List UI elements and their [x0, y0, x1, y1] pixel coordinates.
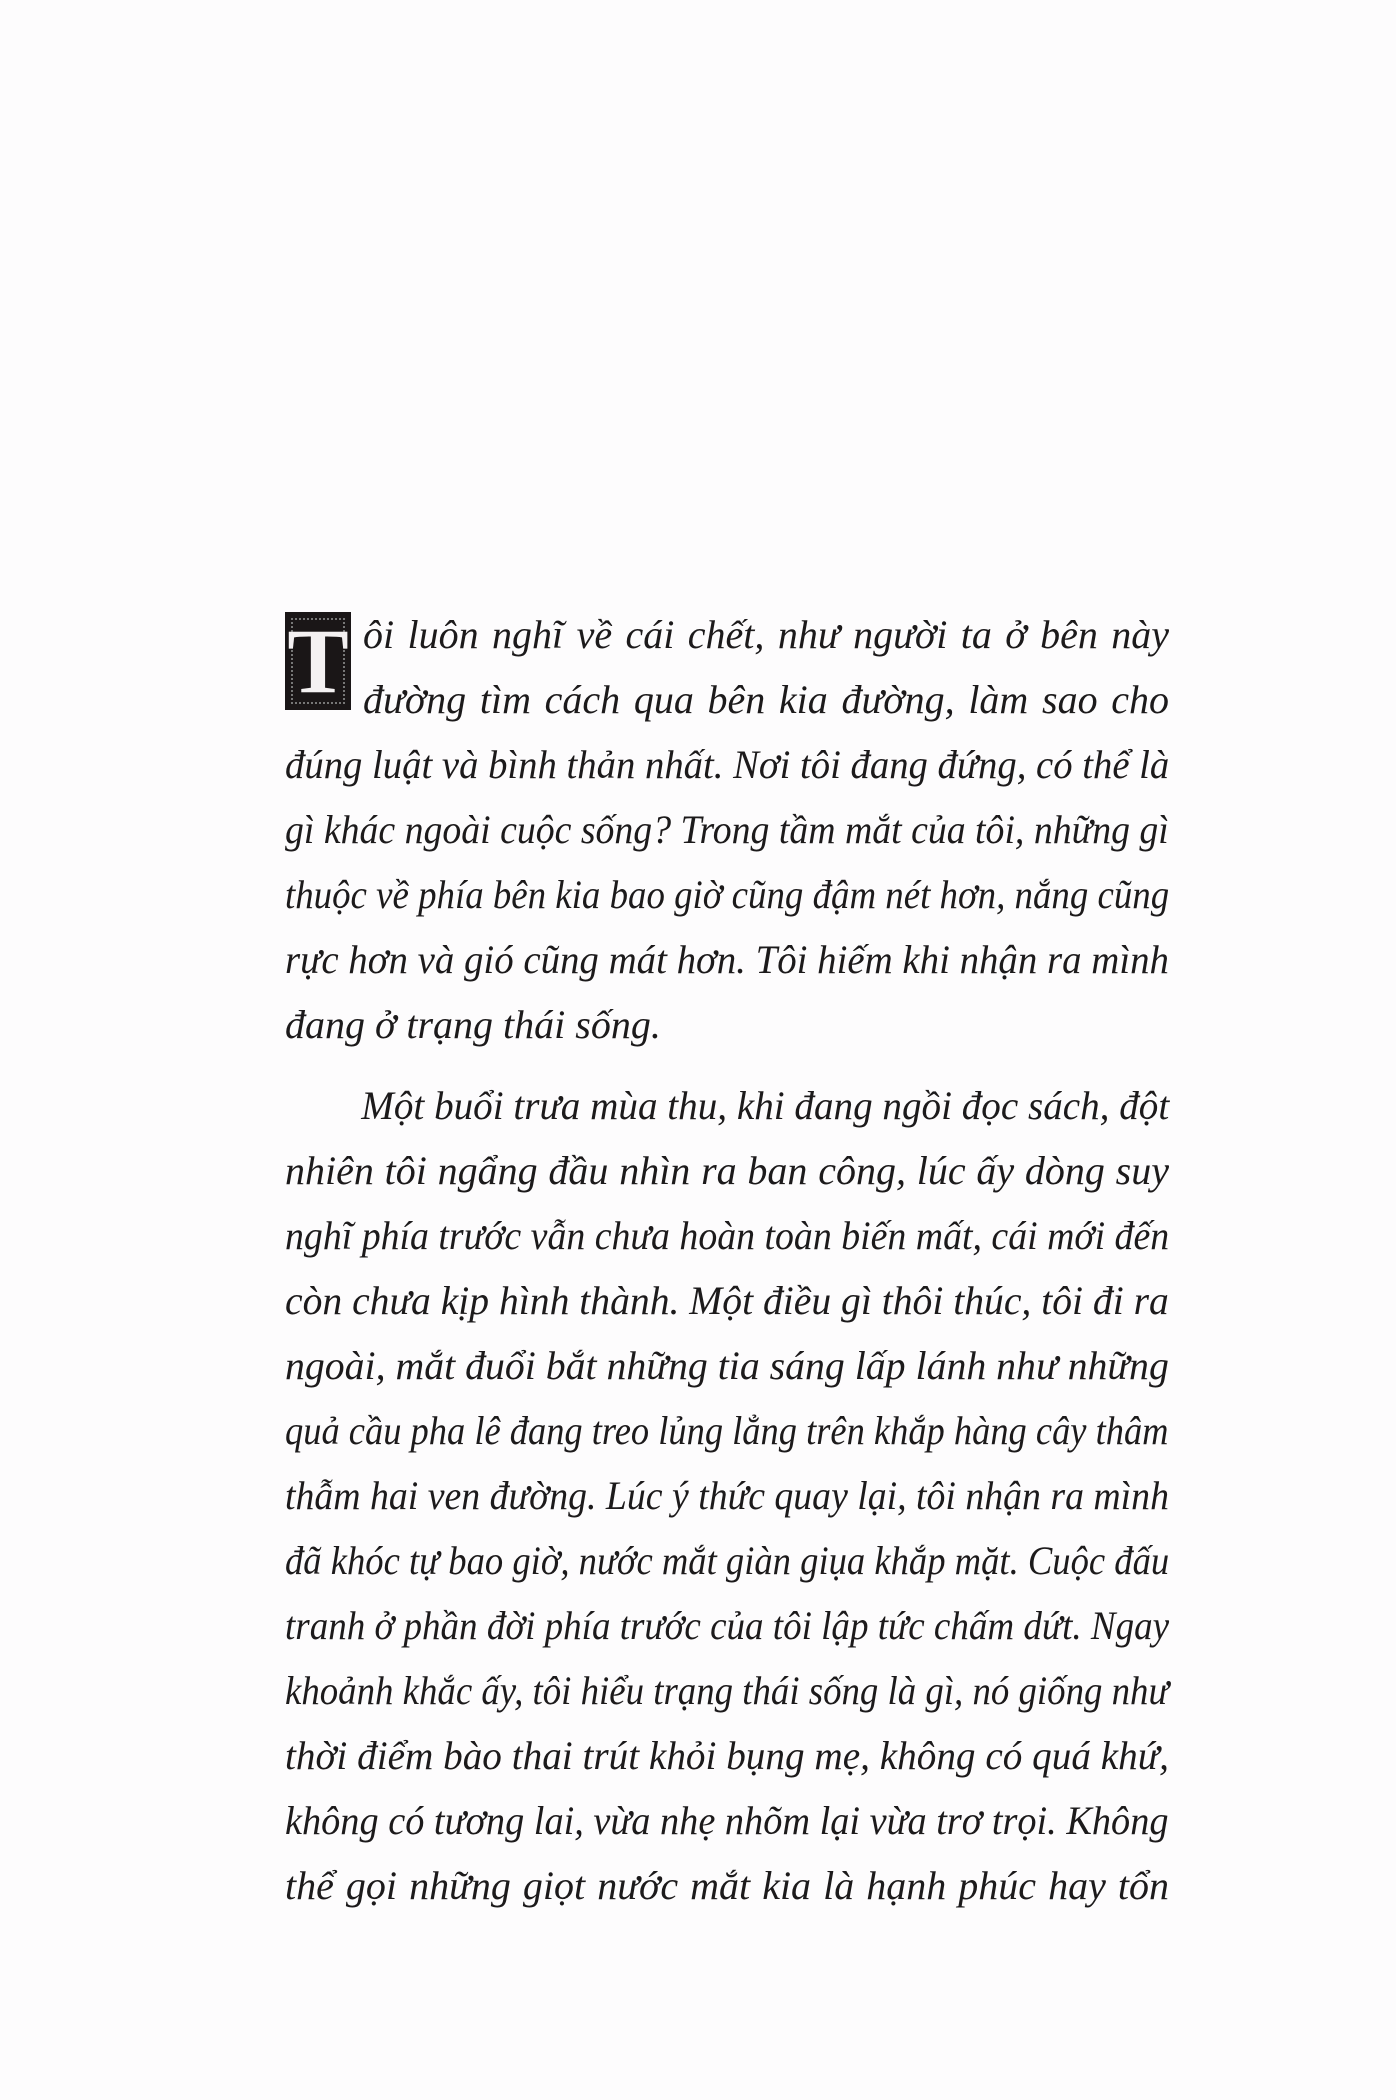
text-line: thời điểm bào thai trút khỏi bụng mẹ, không có quá khứ,: [285, 1733, 1169, 1778]
paragraph-2: [285, 1073, 1169, 1918]
text-line: đã khóc tự bao giờ, nước mắt giàn giụa khắp mặt. Cuộc đấu: [285, 1538, 1170, 1583]
text-line: Một buổi trưa mùa thu, khi đang ngồi đọc sách, đột: [361, 1083, 1170, 1128]
text-line: gì khác ngoài cuộc sống? Trong tầm mắt của tôi, những gì: [285, 807, 1169, 852]
text-line: nhiên tôi ngẩng đầu nhìn ra ban công, lúc ấy dòng suy: [285, 1148, 1169, 1193]
text-line: đúng luật và bình thản nhất. Nơi tôi đang đứng, có thể là: [285, 742, 1170, 787]
text-line: không có tương lai, vừa nhẹ nhõm lại vừa trơ trọi. Không: [285, 1798, 1169, 1843]
text-line: rực hơn và gió cũng mát hơn. Tôi hiếm khi nhận ra mình: [285, 937, 1169, 982]
text-line: đường tìm cách qua bên kia đường, làm sao cho: [363, 677, 1169, 722]
text-line: thuộc về phía bên kia bao giờ cũng đậm nét hơn, nắng cũng: [285, 872, 1170, 917]
text-line: khoảnh khắc ấy, tôi hiểu trạng thái sống là gì, nó giống như: [285, 1668, 1169, 1713]
text-line: quả cầu pha lê đang treo lủng lẳng trên khắp hàng cây thâm: [285, 1408, 1169, 1453]
text-line: nghĩ phía trước vẫn chưa hoàn toàn biến mất, cái mới đến: [285, 1213, 1170, 1258]
text-line: còn chưa kịp hình thành. Một điều gì thôi thúc, tôi đi ra: [285, 1278, 1169, 1323]
text-line: thể gọi những giọt nước mắt kia là hạnh phúc hay tổn: [285, 1863, 1169, 1908]
drop-cap-ornament: T: [285, 612, 351, 710]
text-line: tranh ở phần đời phía trước của tôi lập tức chấm dứt. Ngay: [285, 1603, 1170, 1648]
text-line: ngoài, mắt đuổi bắt những tia sáng lấp lánh như những: [285, 1343, 1169, 1388]
text-line: đang ở trạng thái sống.: [285, 1002, 661, 1047]
text-line: ôi luôn nghĩ về cái chết, như người ta ở bên này: [363, 612, 1169, 657]
text-line: thẫm hai ven đường. Lúc ý thức quay lại, tôi nhận ra mình: [285, 1473, 1169, 1518]
paragraph-1: [285, 602, 1169, 1057]
